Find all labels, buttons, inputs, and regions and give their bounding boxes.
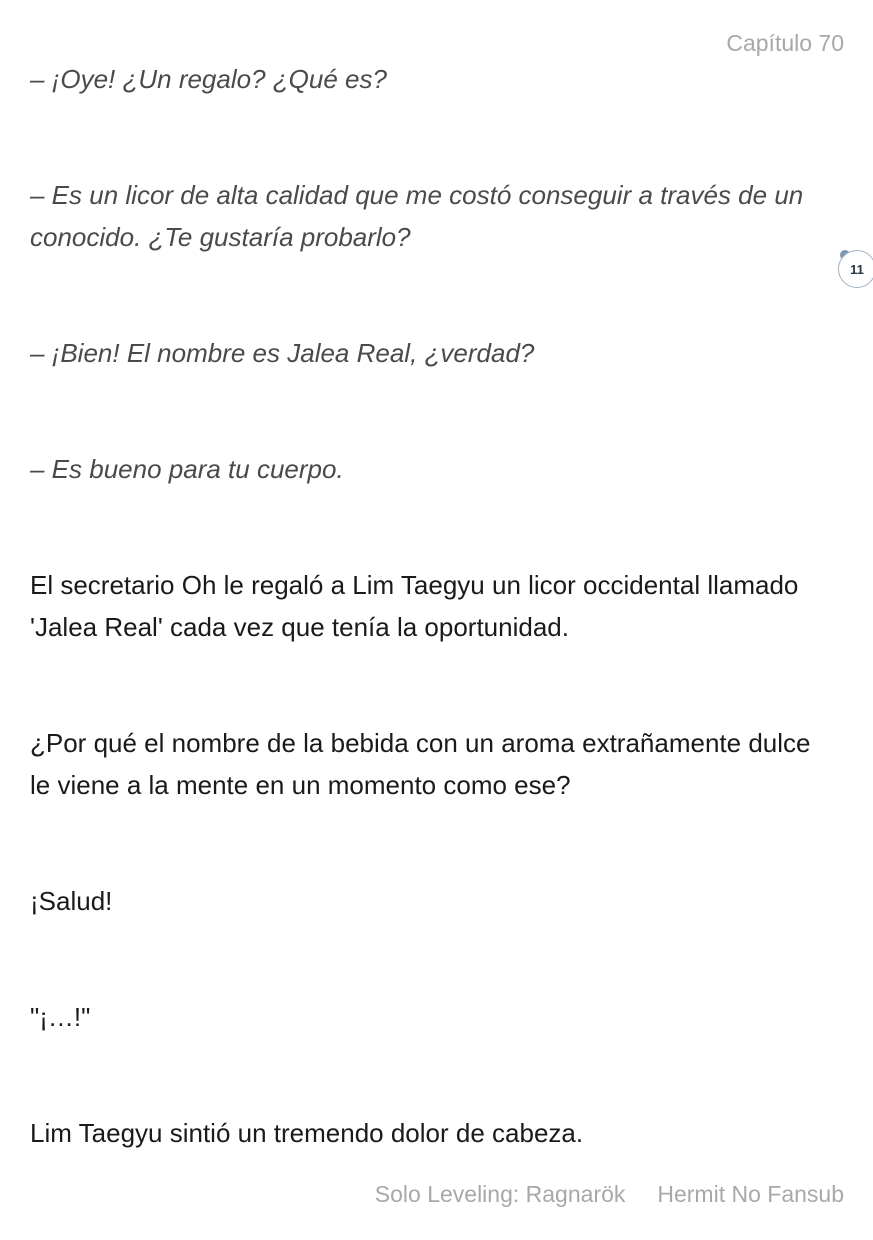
- paragraph-narration: El secretario Oh le regaló a Lim Taegyu un licor occidental llamado 'Jalea Real' cada vez que tenía la oportunidad.: [30, 570, 799, 642]
- paragraph-narration: Lim Taegyu sintió un tremendo dolor de cabeza.: [30, 1118, 584, 1148]
- chapter-body: [30, 58, 830, 1154]
- paragraph-dialog: – Es un licor de alta calidad que me costó conseguir a través de un conocido. ¿Te gustaría probarlo?: [30, 180, 804, 252]
- chapter-label: Capítulo 70: [726, 30, 844, 56]
- paragraph-narration: ¡Salud!: [30, 886, 113, 916]
- book-title: Solo Leveling: Ragnarök: [374, 1181, 626, 1207]
- page-footer: [375, 1181, 844, 1208]
- paragraph-dialog: – Es bueno para tu cuerpo.: [30, 454, 344, 484]
- comment-count: 11: [850, 261, 864, 277]
- paragraph-narration: "¡…!": [30, 1002, 91, 1032]
- paragraph-narration: ¿Por qué el nombre de la bebida con un aroma extrañamente dulce le viene a la mente en un momento como ese?: [30, 728, 811, 800]
- translator-credit: Hermit No Fansub: [657, 1181, 844, 1207]
- comment-count-badge[interactable]: [838, 250, 873, 288]
- paragraph-dialog: – ¡Oye! ¿Un regalo? ¿Qué es?: [30, 64, 387, 94]
- paragraph-dialog: – ¡Bien! El nombre es Jalea Real, ¿verdad?: [30, 338, 535, 368]
